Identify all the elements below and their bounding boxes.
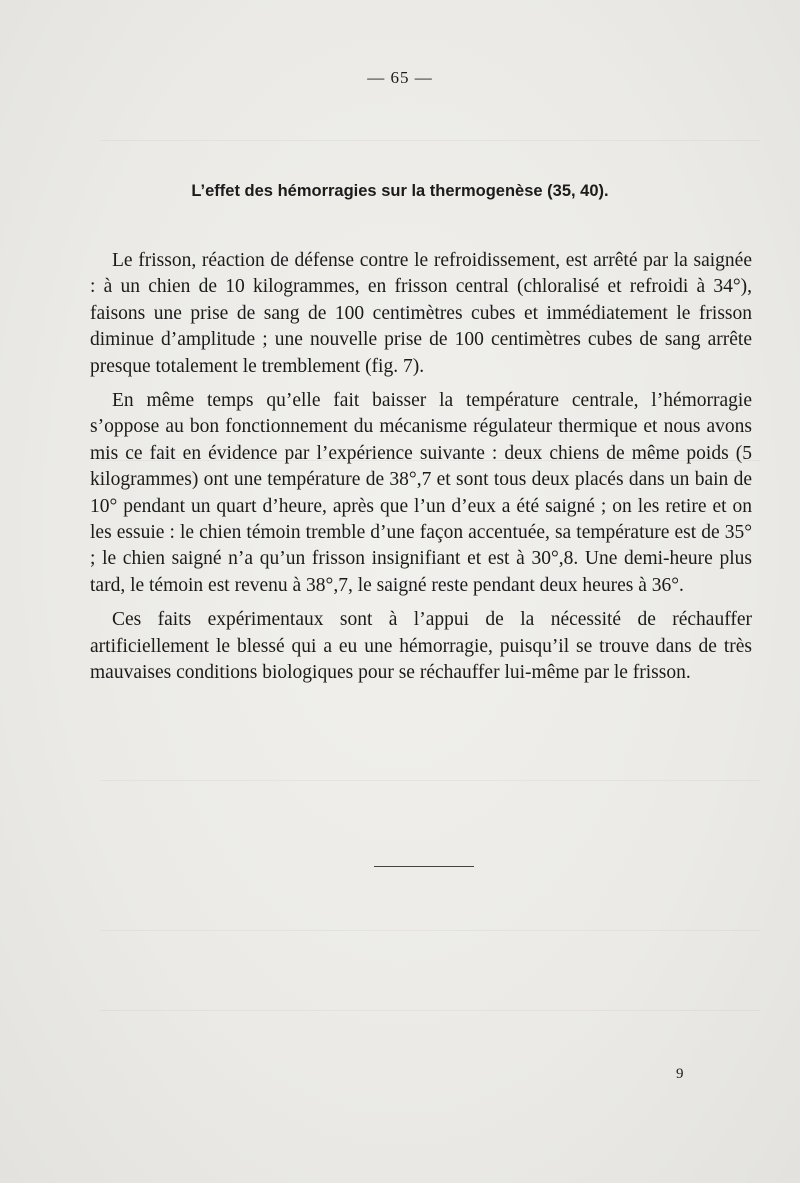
show-through-line <box>100 780 760 781</box>
body-text <box>90 248 752 695</box>
paragraph: Ces faits expérimentaux sont à l’appui de la nécessité de réchauffer artificiellement le blessé qui a eu une hémorragie, puisqu’il se trouve dans de très mauvaises conditions biologiques pour se réchauffer lui-même par le frisson. <box>90 609 752 684</box>
paragraph: En même temps qu’elle fait baisser la température centrale, l’hémorragie s’oppose au bon fonctionnement du mécanisme régulateur thermique et nous avons mis ce fait en évidence par l’expérience suivante : deux chiens de même poids (5 kilogrammes) ont une température de 38°,7 et sont tous deux placés dans un bain de 10° pendant un quart d’heure, après que l’un d’eux a été saigné ; on les retire et on les essuie : le chien témoin tremble d’une façon accentuée, sa température est de 35° ; le chien saigné n’a qu’un frisson insignifiant et est à 30°,8. Une demi-heure plus tard, le témoin est revenu à 38°,7, le saigné reste pendant deux heures à 36°. <box>90 390 752 596</box>
section-heading: L’effet des hémorragies sur la thermogenèse (35, 40). <box>191 182 609 200</box>
section-separator <box>374 866 474 867</box>
page-number: — 65 — <box>367 68 433 87</box>
show-through-line <box>100 140 760 141</box>
paragraph: Le frisson, réaction de défense contre le refroidissement, est arrêté par la saignée : à un chien de 10 kilogrammes, en frisson central (chloralisé et refroidi à 34°), faisons une prise de sang de 100 centimètres cubes et immédiatement le frisson diminue d’amplitude ; une nouvelle prise de 100 centimètres cubes de sang arrête presque totalement le tremblement (fig. 7). <box>90 250 752 377</box>
sheet-signature-number: 9 <box>676 1066 684 1082</box>
show-through-line <box>100 930 760 931</box>
show-through-line <box>100 1010 760 1011</box>
